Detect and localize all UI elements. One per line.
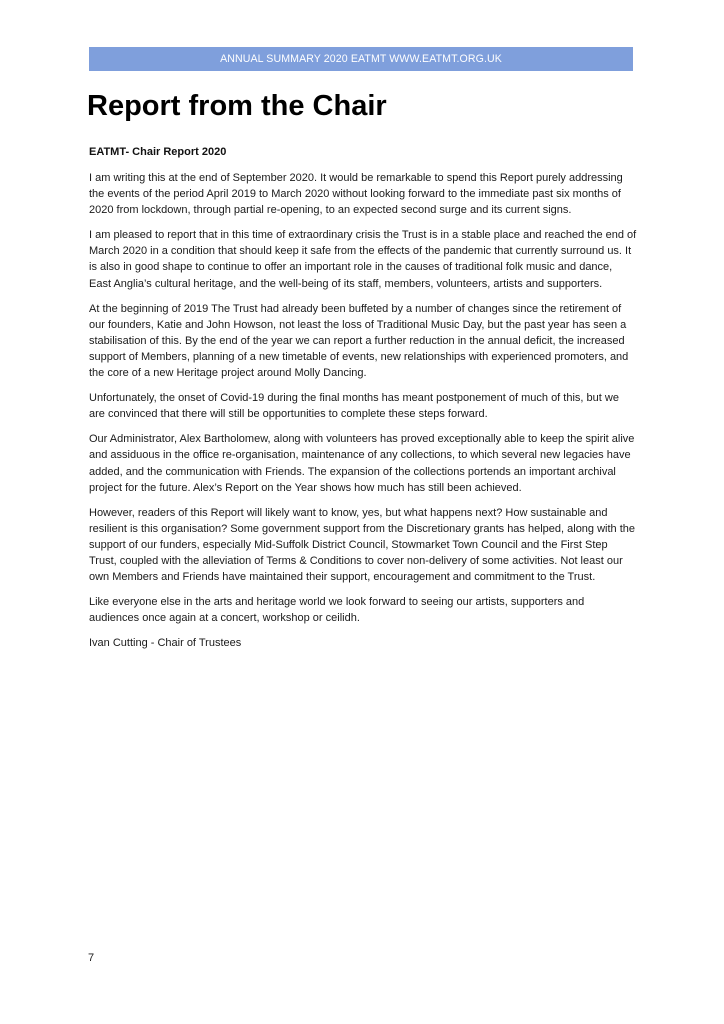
report-body bbox=[89, 144, 637, 651]
page-number: 7 bbox=[88, 952, 95, 964]
paragraph-1: I am writing this at the end of September 2020. It would be remarkable to spend this Report purely addressing the events of the period April 2019 to March 2020 without looking forward to the immediate past six months of 2020 from lockdown, through partial re-opening, to an expected second surge and its current signs. bbox=[89, 172, 623, 217]
paragraph-4: Unfortunately, the onset of Covid-19 during the final months has meant postponement of much of this, but we are convinced that there will still be opportunities to complete these steps forward. bbox=[89, 392, 619, 421]
header-banner-text: ANNUAL SUMMARY 2020 EATMT WWW.EATMT.ORG.UK bbox=[220, 53, 502, 65]
paragraph-6: However, readers of this Report will likely want to know, yes, but what happens next? How sustainable and resilient is this organisation? Some government support from the Discretionary grants has helped, along with the support of our funders, especially Mid-Suffolk District Council, Stowmarket Town Council and the First Step Trust, coupled with the alleviation of Terms & Conditions to cover non-delivery of some activities. Not least our own Members and Friends have maintained their support, encouragement and commitment to the Trust. bbox=[89, 506, 636, 584]
paragraph-7: Like everyone else in the arts and heritage world we look forward to seeing our artists, supporters and audiences once again at a concert, workshop or ceilidh. bbox=[89, 596, 585, 625]
report-subheading: EATMT- Chair Report 2020 bbox=[89, 146, 227, 158]
paragraph-2: I am pleased to report that in this time of extraordinary crisis the Trust is in a stable place and reached the end of March 2020 in a condition that should keep it safe from the effects of the pandemic that currently surround us. It is also in good shape to continue to offer an important role in the causes of traditional folk music and dance, East Anglia’s cultural heritage, and the well-being of its staff, members, volunteers, artists and supporters. bbox=[89, 229, 637, 290]
paragraph-3: At the beginning of 2019 The Trust had already been buffeted by a number of changes since the retirement of our founders, Katie and John Howson, not least the loss of Traditional Music Day, but the past year has seen a stabilisation of this. By the end of the year we can report a further reduction in the annual deficit, the increased support of Members, planning of a new timetable of events, new relationships with experienced promoters, and the core of a new Heritage project around Molly Dancing. bbox=[89, 302, 629, 380]
header-banner bbox=[89, 47, 633, 71]
signature: Ivan Cutting - Chair of Trustees bbox=[89, 637, 242, 650]
page-title: Report from the Chair bbox=[87, 90, 387, 122]
paragraph-5: Our Administrator, Alex Bartholomew, along with volunteers has proved exceptionally able to keep the spirit alive and assiduous in the office re-organisation, maintenance of any collections, to which several new legacies have added, and the communication with Friends. The expansion of the collections portends an important archival project for the future. Alex’s Report on the Year shows how much has still been achieved. bbox=[89, 433, 635, 494]
